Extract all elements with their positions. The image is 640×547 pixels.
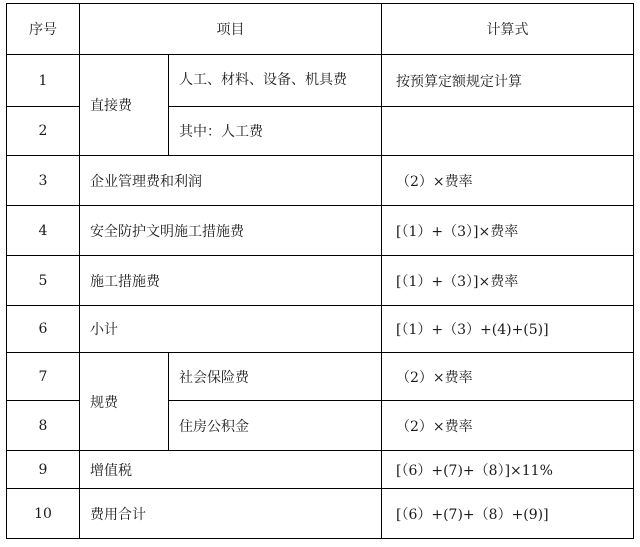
group-label-direct-cost: 直接费 <box>80 55 169 156</box>
table-row <box>7 55 634 107</box>
formula-cell: [（1）+（3）]×费率 <box>382 256 634 306</box>
formula-cell: 按预算定额规定计算 <box>382 55 634 107</box>
group-label-fees: 规费 <box>80 353 169 451</box>
row-number: 4 <box>7 206 80 256</box>
table-row <box>7 306 634 353</box>
header-no: 序号 <box>7 4 80 55</box>
sub-item: 其中：人工费 <box>169 107 382 156</box>
table-row <box>7 206 634 256</box>
item-cell: 小计 <box>80 306 382 353</box>
cost-calculation-table <box>6 3 634 539</box>
formula-cell: [（1）+（3）+(4)+(5)] <box>382 306 634 353</box>
header-formula: 计算式 <box>382 4 634 55</box>
table-row <box>7 451 634 489</box>
formula-cell: （2）×费率 <box>382 401 634 451</box>
item-cell: 企业管理费和利润 <box>80 156 382 206</box>
header-row <box>7 4 634 55</box>
formula-cell: [（6）+(7)+（8）+(9)] <box>382 489 634 539</box>
row-number: 6 <box>7 306 80 353</box>
item-cell: 施工措施费 <box>80 256 382 306</box>
row-number: 10 <box>7 489 80 539</box>
item-cell: 安全防护文明施工措施费 <box>80 206 382 256</box>
sub-item: 社会保险费 <box>169 353 382 401</box>
formula-cell: [（1）+（3）]×费率 <box>382 206 634 256</box>
row-number: 9 <box>7 451 80 489</box>
sub-item: 人工、材料、设备、机具费 <box>169 55 382 107</box>
table-row <box>7 156 634 206</box>
table-row <box>7 353 634 401</box>
table-row <box>7 489 634 539</box>
item-cell: 增值税 <box>80 451 382 489</box>
table-row <box>7 256 634 306</box>
sub-item: 住房公积金 <box>169 401 382 451</box>
formula-cell <box>382 107 634 156</box>
row-number: 3 <box>7 156 80 206</box>
row-number: 1 <box>7 55 80 107</box>
item-cell: 费用合计 <box>80 489 382 539</box>
formula-cell: [（6）+(7)+（8）]×11% <box>382 451 634 489</box>
header-item: 项目 <box>80 4 382 55</box>
row-number: 8 <box>7 401 80 451</box>
row-number: 5 <box>7 256 80 306</box>
row-number: 7 <box>7 353 80 401</box>
formula-cell: （2）×费率 <box>382 156 634 206</box>
formula-cell: （2）×费率 <box>382 353 634 401</box>
row-number: 2 <box>7 107 80 156</box>
